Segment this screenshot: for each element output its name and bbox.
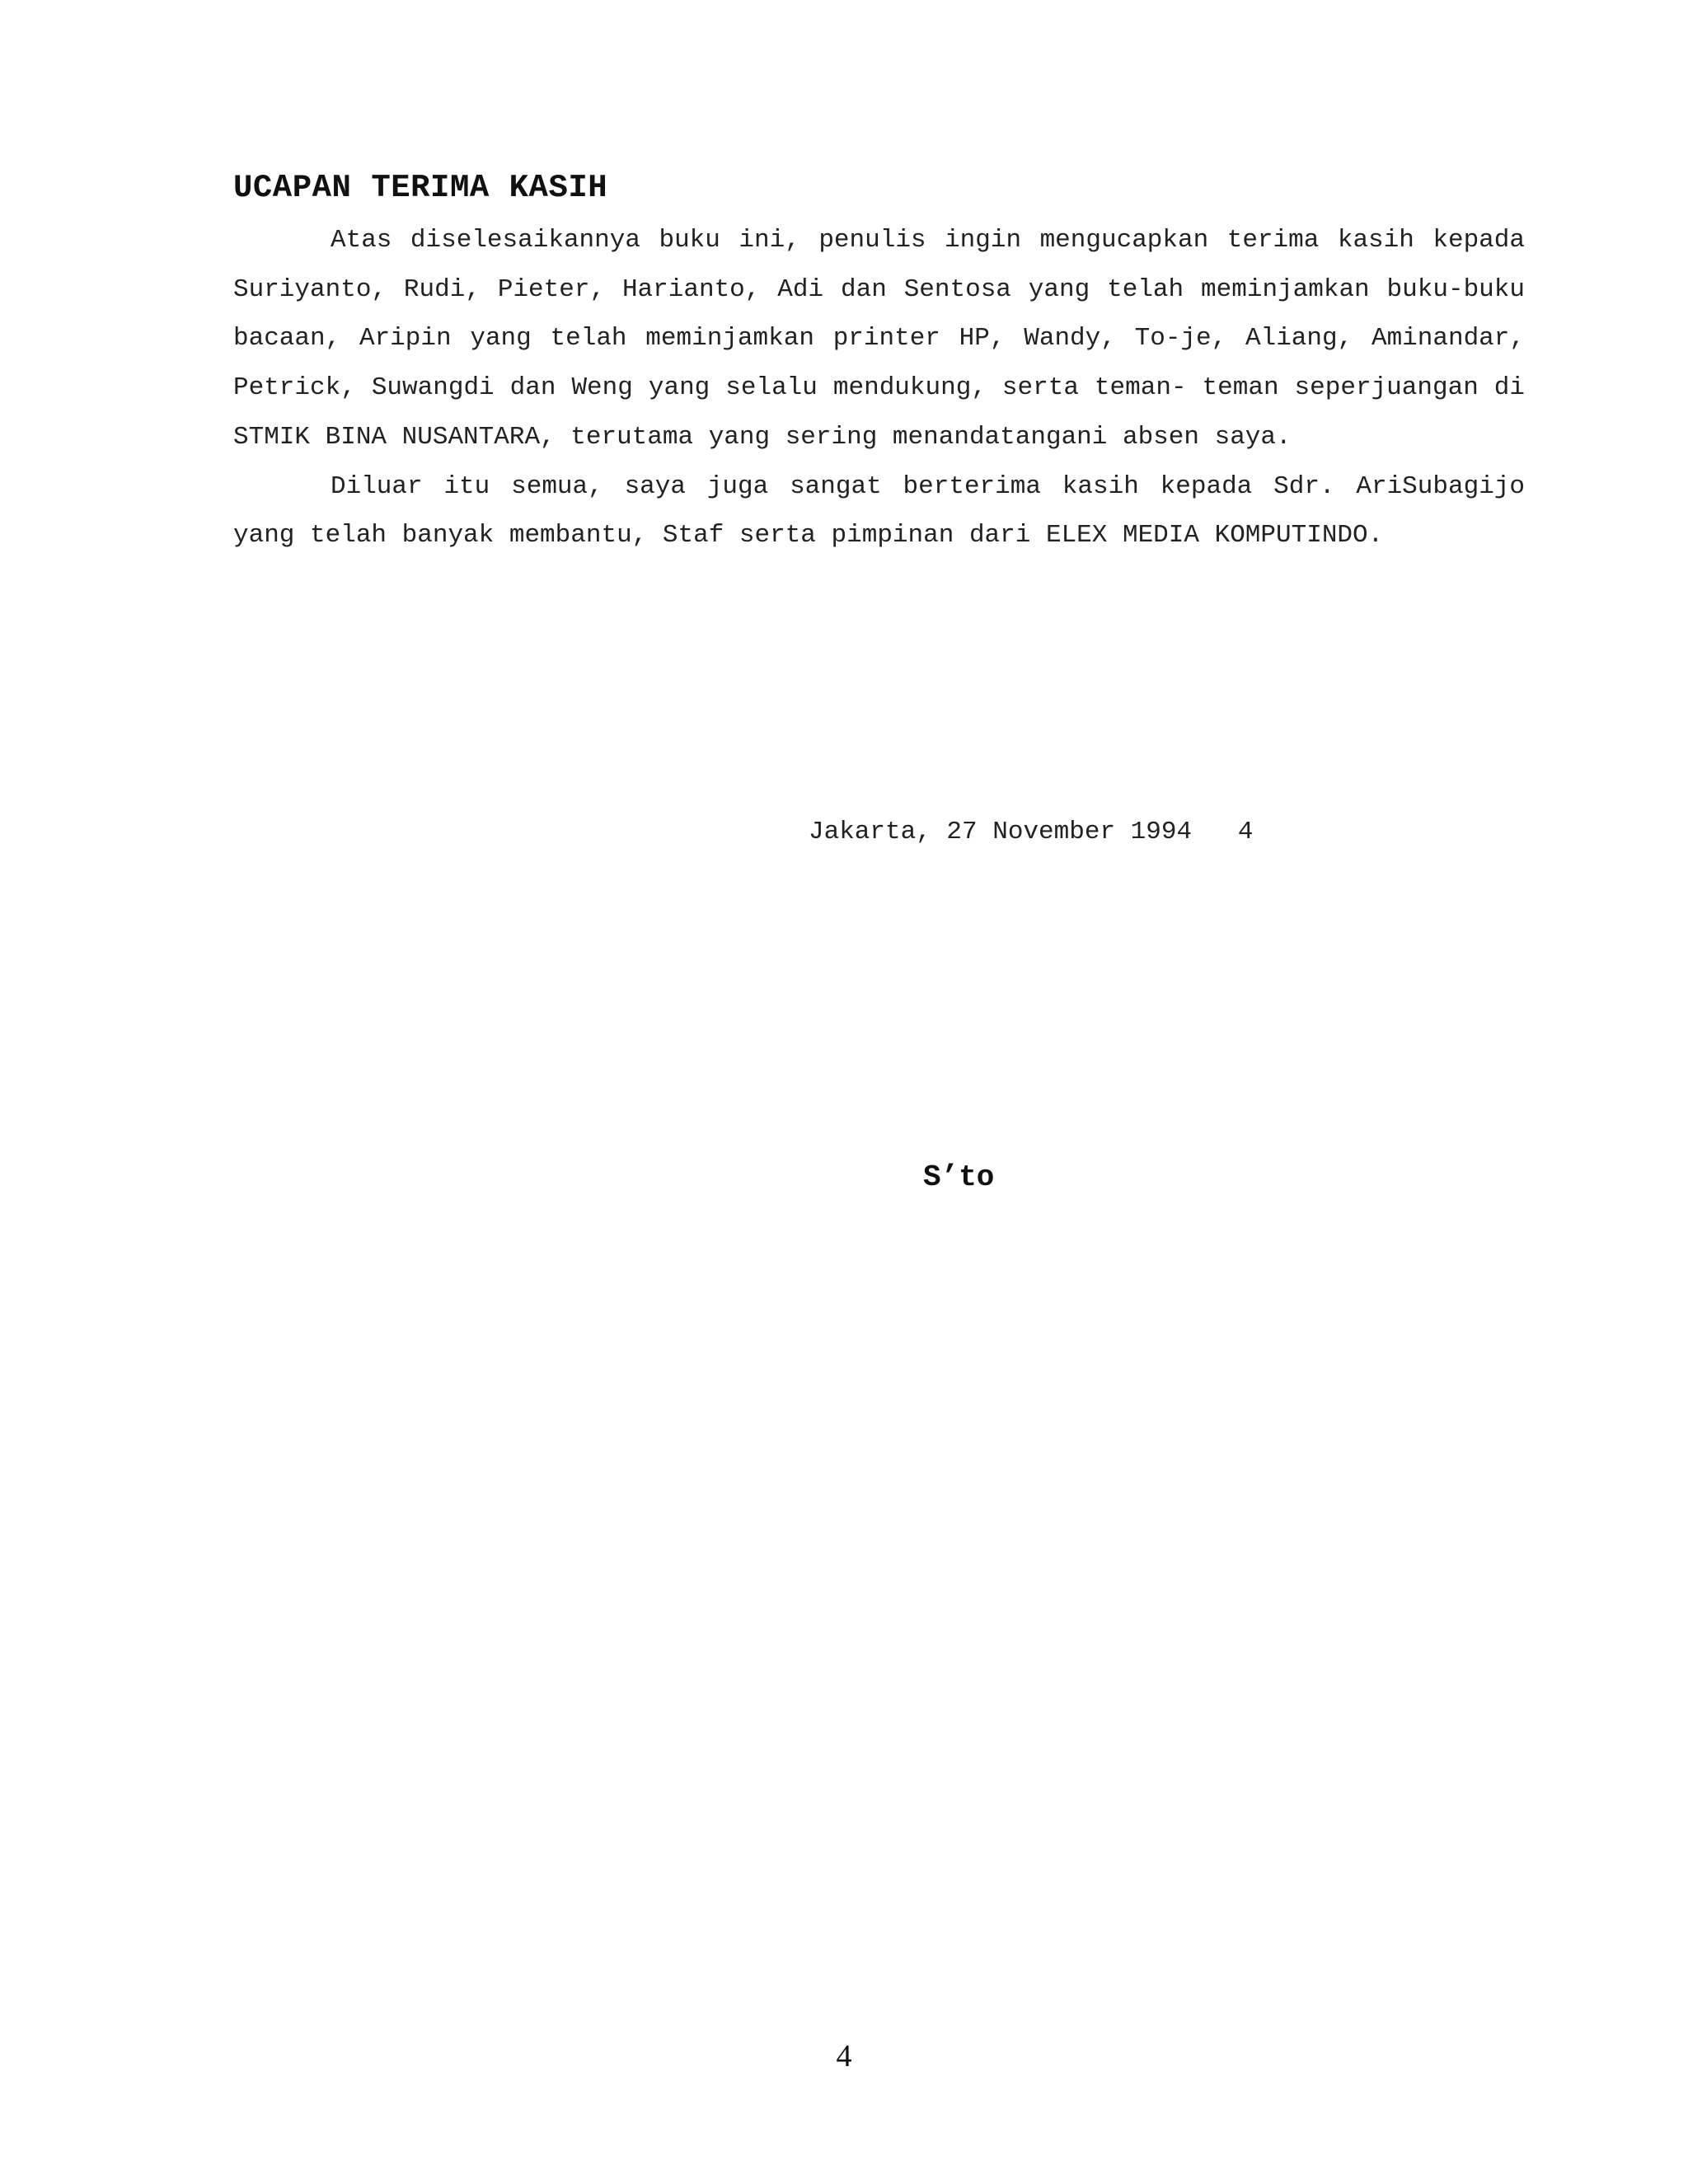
paragraph-2: Diluar itu semua, saya juga sangat berterima kasih kepada Sdr. AriSubagijo yang telah banyak membantu, Staf serta pimpinan dari ELEX MEDIA KOMPUTINDO. bbox=[233, 471, 1525, 551]
place-date: Jakarta, 27 November 1994 4 bbox=[809, 818, 1254, 846]
author-signature: S’to bbox=[923, 1160, 995, 1194]
acknowledgement-section bbox=[233, 165, 1525, 560]
page-number: 4 bbox=[836, 2039, 852, 2074]
paragraph-1: Atas diselesaikannya buku ini, penulis ingin mengucapkan terima kasih kepada Suriyanto, Rudi, Pieter, Harianto, Adi dan Sentosa yang telah meminjamkan buku-buku bacaan, Aripin yang telah meminjamkan printer HP, Wandy, To-je, Aliang, Aminandar, Petrick, Suwangdi dan Weng yang selalu mendukung, serta teman- teman seperjuangan di STMIK BINA NUSANTARA, terutama yang sering menandatangani absen saya. bbox=[233, 226, 1525, 452]
section-heading: UCAPAN TERIMA KASIH bbox=[233, 170, 608, 206]
